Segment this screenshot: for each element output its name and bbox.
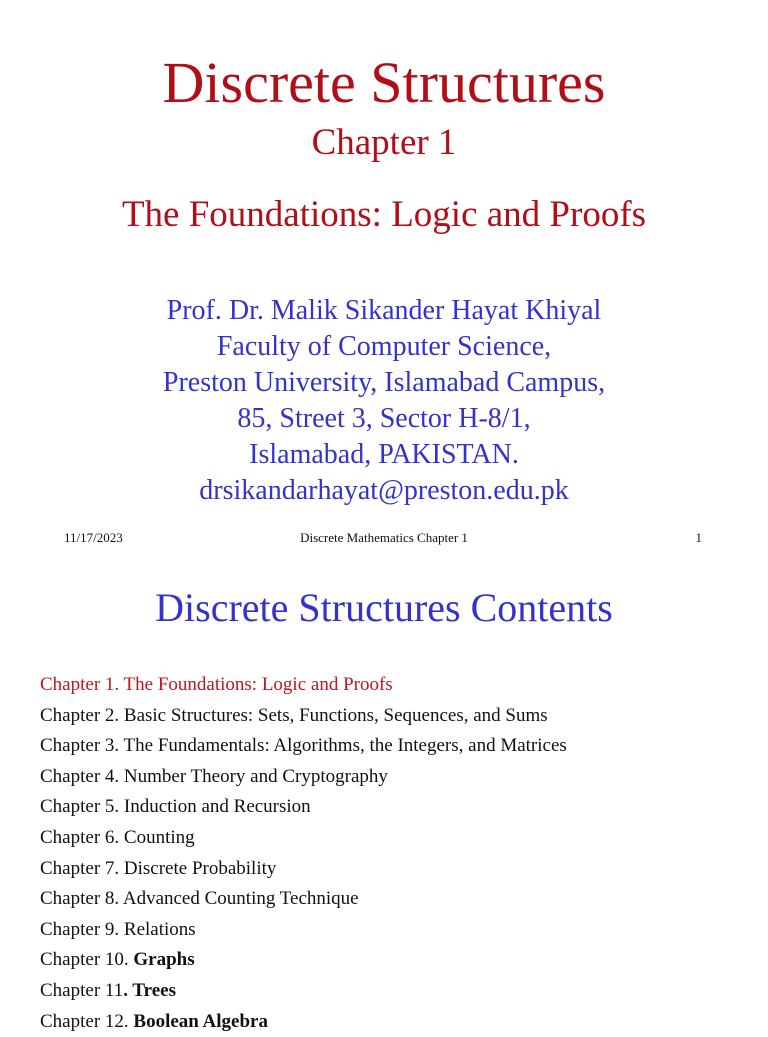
chapter-list [40,670,567,1037]
author-email: drsikandarhayat@preston.edu.pk [199,475,569,506]
footer-page-number: 1 [695,530,702,545]
chapter-subtitle: The Foundations: Logic and Proofs [121,194,647,235]
chapter-item: Chapter 12. Boolean Algebra [40,1010,268,1032]
author-faculty: Faculty of Computer Science, [216,331,552,362]
chapter-item: Chapter 1. The Foundations: Logic and Proofs [40,674,393,695]
chapter-item: Chapter 7. Discrete Probability [40,857,277,879]
author-city: Islamabad, PAKISTAN. [249,439,519,470]
author-name: Prof. Dr. Malik Sikander Hayat Khiyal [166,295,602,326]
author-block [0,293,768,509]
contents-title: Discrete Structures Contents [155,585,613,630]
chapter-item: Chapter 6. Counting [40,826,195,848]
footer-date: 11/17/2023 [64,530,123,545]
author-university: Preston University, Islamabad Campus, [162,367,606,398]
chapter-item: Chapter 5. Induction and Recursion [40,796,311,818]
chapter-item: Chapter 2. Basic Structures: Sets, Functions, Sequences, and Sums [40,704,548,726]
author-street: 85, Street 3, Sector H-8/1, [237,403,531,434]
slide-title: Discrete Structures [162,50,606,115]
chapter-item: Chapter 11. Trees [40,979,176,1001]
chapter-item: Chapter 4. Number Theory and Cryptography [40,765,388,787]
chapter-item: Chapter 8. Advanced Counting Technique [40,888,359,910]
chapter-item: Chapter 3. The Fundamentals: Algorithms, the Integers, and Matrices [40,735,567,757]
chapter-label: Chapter 1 [311,122,457,163]
footer-title: Discrete Mathematics Chapter 1 [300,530,468,545]
chapter-item: Chapter 10. Graphs [40,949,195,971]
contents-slide [0,560,768,1032]
chapter-item: Chapter 9. Relations [40,918,196,940]
